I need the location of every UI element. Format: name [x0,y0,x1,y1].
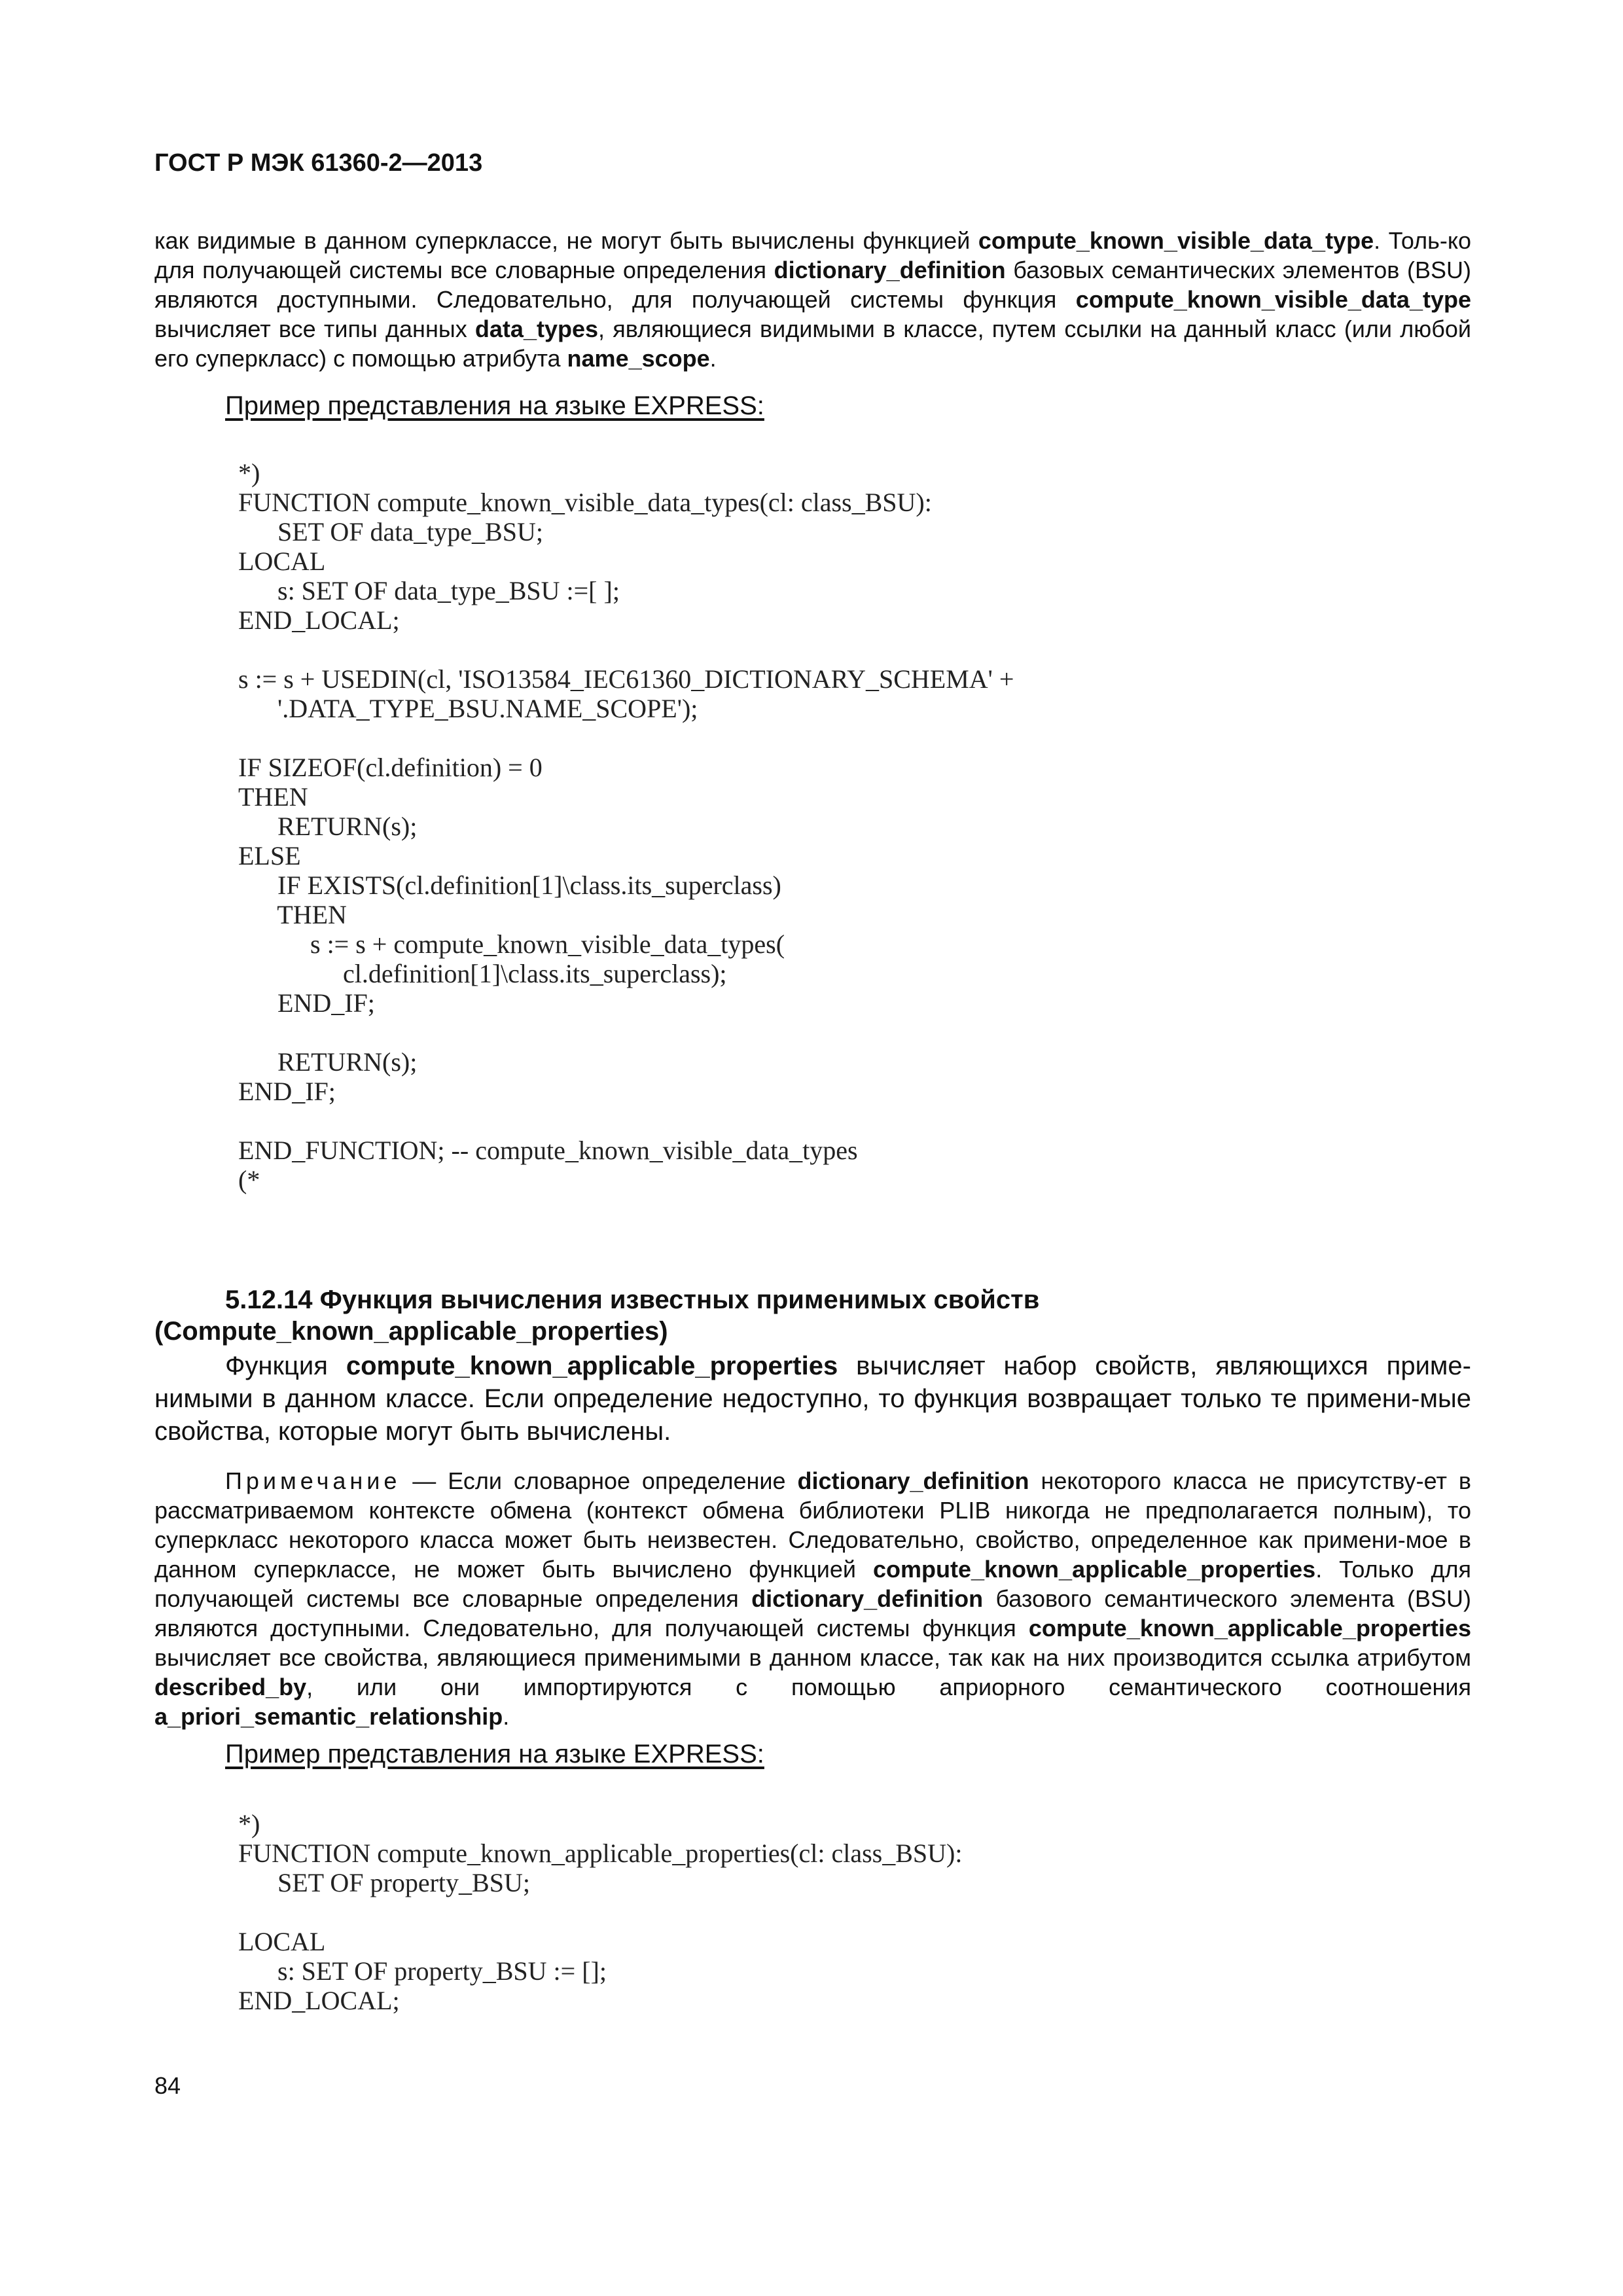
term-bold: compute_known_applicable_properties [873,1556,1316,1583]
text-span: вычисляет все типы данных [154,315,475,342]
code-line: ELSE [238,841,301,870]
code-line [238,1106,1014,1136]
term-bold: dictionary_definition [774,257,1006,283]
text-span: . [709,345,717,372]
code-line: LOCAL [238,1927,326,1956]
text-span: некоторого класса не присутству-ет в рассматриваемом контексте обмена (контекст обмена библиотеки PLIB никогда не предполагается полным), то суперкласс некоторого класса может быть неизвестен. Следовательно, свойство, определенное как примени-мое в данном суперклассе, не может быть вычислено функцией [154,1467,1471,1583]
term-bold: described_by [154,1674,307,1700]
term-bold: name_scope [567,345,710,372]
code-line: s := s + USEDIN(cl, 'ISO13584_IEC61360_DICTIONARY_SCHEMA' + [238,664,1014,694]
text-span: как видимые в данном суперклассе, не могут быть вычислены функцией [154,227,978,254]
code-line [238,723,1014,753]
code-line: FUNCTION compute_known_visible_data_types(cl: class_BSU): [238,488,932,517]
code-line: FUNCTION compute_known_applicable_properties(cl: class_BSU): [238,1839,963,1868]
code-line: RETURN(s); [238,812,418,841]
code-line: *) [238,458,260,488]
code-line: END_FUNCTION; -- compute_known_visible_data_types [238,1136,858,1165]
code-line: RETURN(s); [238,1047,418,1077]
paragraph-intro [154,226,1471,373]
code-line: (* [238,1165,260,1194]
code-line [238,635,1014,664]
text-span: — Если словарное определение [401,1467,798,1494]
code-line: s: SET OF data_type_BSU :=[ ]; [238,576,620,605]
code-line [238,1897,962,1927]
text-span: . [503,1703,510,1730]
code-line: '.DATA_TYPE_BSU.NAME_SCOPE'); [238,694,698,723]
term-bold: dictionary_definition [797,1467,1029,1494]
text-span: , или они импортируются с помощью априорного семантического соотношения [306,1674,1471,1700]
code-line: SET OF data_type_BSU; [238,517,543,547]
term-bold: compute_known_applicable_properties [346,1352,838,1380]
text-span: вычисляет набор свойств, являющихся приме-нимыми в данном классе. Если определение недоступно, то функция возвращает только те примени-мые свойства, которые могут быть вычислены. [154,1352,1471,1446]
text-span: , являющиеся видимыми в классе, путем ссылки на данный класс (или любой его суперкласс) с помощью атрибута [154,315,1472,372]
code-line: END_IF; [238,988,375,1018]
page-number: 84 [154,2072,181,2099]
document-header: ГОСТ Р МЭК 61360-2—2013 [154,149,483,177]
code-line: SET OF property_BSU; [238,1868,530,1897]
code-line: *) [238,1809,260,1839]
code-line: s: SET OF property_BSU := []; [238,1956,607,1986]
code-line: cl.definition[1]\class.its_superclass); [238,959,727,988]
code-line: END_IF; [238,1077,336,1106]
code-line: LOCAL [238,547,326,576]
term-bold: data_types [474,315,599,342]
example-label: Пример представления на языке EXPRESS: [225,391,764,420]
code-line: s := s + compute_known_visible_data_types( [238,929,785,959]
code-block-applicable-properties [238,1809,962,2015]
code-line: IF SIZEOF(cl.definition) = 0 [238,753,543,782]
code-line [238,1018,1014,1047]
text-span: . Толь-ко для получающей системы все словарные определения [154,227,1472,283]
code-line: END_LOCAL; [238,605,400,635]
term-bold: compute_known_visible_data_type [978,227,1374,254]
text-span: базового семантического элемента (BSU) являются доступными. Следовательно, для получающей системы функция [154,1585,1471,1641]
code-line: IF EXISTS(cl.definition[1]\class.its_superclass) [238,870,781,900]
note-label: Примечание [225,1467,401,1494]
text-span: . Только для получающей системы все словарные определения [154,1556,1471,1612]
text-span: вычисляет все свойства, являющиеся применимыми в данном классе, так как на них производится ссылка атрибутом [154,1644,1471,1671]
term-bold: dictionary_definition [751,1585,984,1612]
section-paragraph [154,1350,1471,1448]
code-block-visible-data-types [238,458,1014,1194]
note-paragraph [154,1466,1471,1731]
code-line: THEN [238,900,347,929]
term-bold: compute_known_visible_data_type [1075,286,1471,313]
section-heading: 5.12.14 Функция вычисления известных применимых свойств (Compute_known_applicable_properties) [154,1285,1040,1346]
example-label: Пример представления на языке EXPRESS: [225,1740,764,1768]
text-span: Функция [225,1352,346,1380]
code-line: THEN [238,782,308,812]
code-line: END_LOCAL; [238,1986,400,2015]
text-span: базовых семантических элементов (BSU) являются доступными. Следовательно, для получающей системы функция [154,257,1472,313]
term-bold: a_priori_semantic_relationship [154,1703,503,1730]
term-bold: compute_known_applicable_properties [1028,1615,1471,1641]
